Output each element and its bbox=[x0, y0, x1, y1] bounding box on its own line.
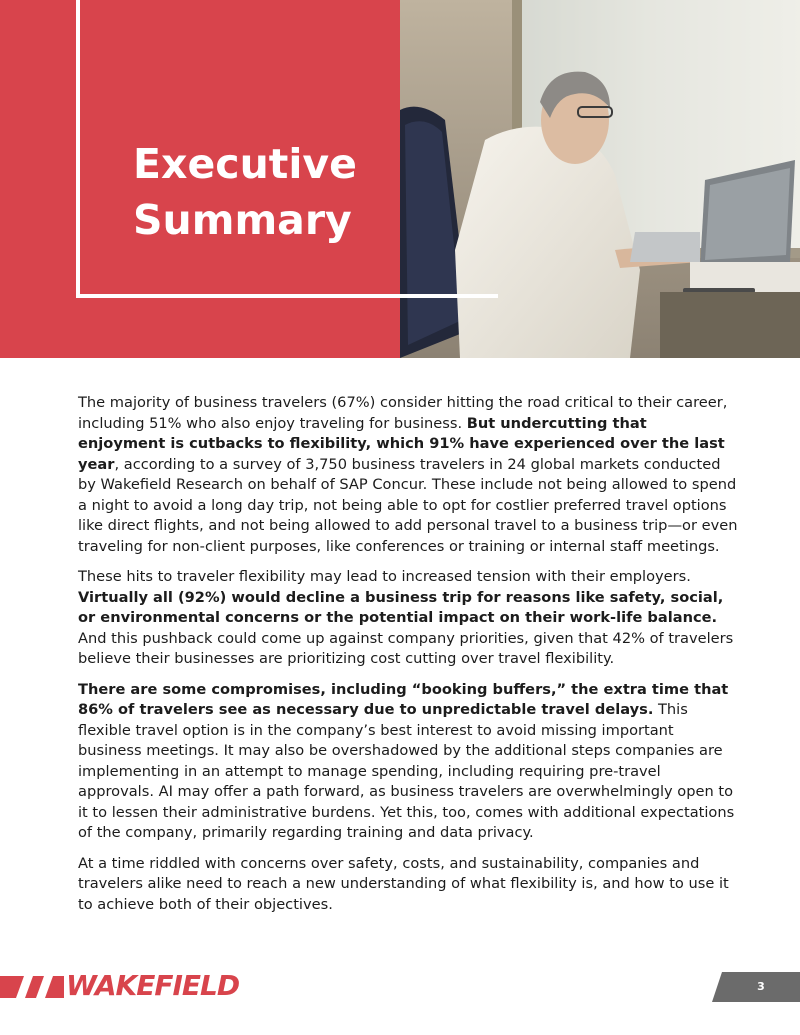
paragraph-4 bbox=[78, 854, 738, 916]
emphasis-text: But undercutting that enjoyment is cutbacks to flexibility, which 91% have experienced over the last year bbox=[78, 414, 725, 473]
page-title-line2: Summary bbox=[133, 196, 352, 244]
page-title bbox=[133, 136, 357, 248]
stripe-decoration bbox=[36, 976, 53, 998]
paragraph-3 bbox=[78, 680, 738, 844]
footer-brand-stripes bbox=[0, 976, 64, 998]
body-text-run: The majority of business travelers (67%) consider hitting the road critical to their career, including 51% who also enjoy traveling for business. bbox=[78, 394, 728, 432]
emphasis-text: There are some compromises, including “booking buffers,” the extra time that 86% of travelers see as necessary due to unpredictable travel delays. bbox=[78, 680, 729, 718]
stripe-decoration bbox=[16, 976, 33, 998]
paragraph-1 bbox=[78, 393, 738, 557]
hero-banner bbox=[0, 0, 800, 358]
hero-photo-traveler-on-train bbox=[400, 0, 800, 358]
page-number-badge: 3 bbox=[722, 972, 800, 1002]
body-text-run: And this pushback could come up against company priorities, given that 42% of travelers believe their businesses are prioritizing cost cutting over travel flexibility. bbox=[78, 629, 734, 667]
wakefield-logo: WAKEFIELD bbox=[66, 969, 240, 1002]
title-frame-vertical bbox=[76, 0, 80, 298]
body-text-run: , according to a survey of 3,750 business travelers in 24 global markets conducted by Wakefield Research on behalf of SAP Concur. These include not being allowed to spend a night to avoid a long day trip, not being able to opt for costlier preferred travel options like direct flights, and not being allowed to add personal travel to a business trip—or even traveling for non-client purposes, like conferences or training or internal staff meetings. bbox=[78, 455, 738, 555]
body-text-run: These hits to traveler flexibility may lead to increased tension with their employers. bbox=[78, 568, 691, 585]
emphasis-text: Virtually all (92%) would decline a business trip for reasons like safety, social, or environmental concerns or the potential impact on their work-life balance. bbox=[78, 588, 724, 626]
body-text-run: This flexible travel option is in the company’s best interest to avoid missing important business meetings. It may also be overshadowed by the additional steps companies are implementing in an attempt to manage spending, including requiring pre-travel approvals. AI may offer a path forward, as business travelers are overwhelmingly open to it to lessen their administrative burdens. Yet this, too, comes with additional expectations of the company, primarily regarding training and data privacy. bbox=[78, 701, 735, 841]
paragraph-2 bbox=[78, 567, 738, 670]
summary-body bbox=[78, 393, 738, 925]
title-frame-horizontal bbox=[76, 294, 498, 298]
page-title-line1: Executive bbox=[133, 140, 357, 188]
body-text-run: At a time riddled with concerns over safety, costs, and sustainability, companies and travelers alike need to reach a new understanding of what flexibility is, and how to use it to achieve both of their objectives. bbox=[78, 854, 729, 913]
